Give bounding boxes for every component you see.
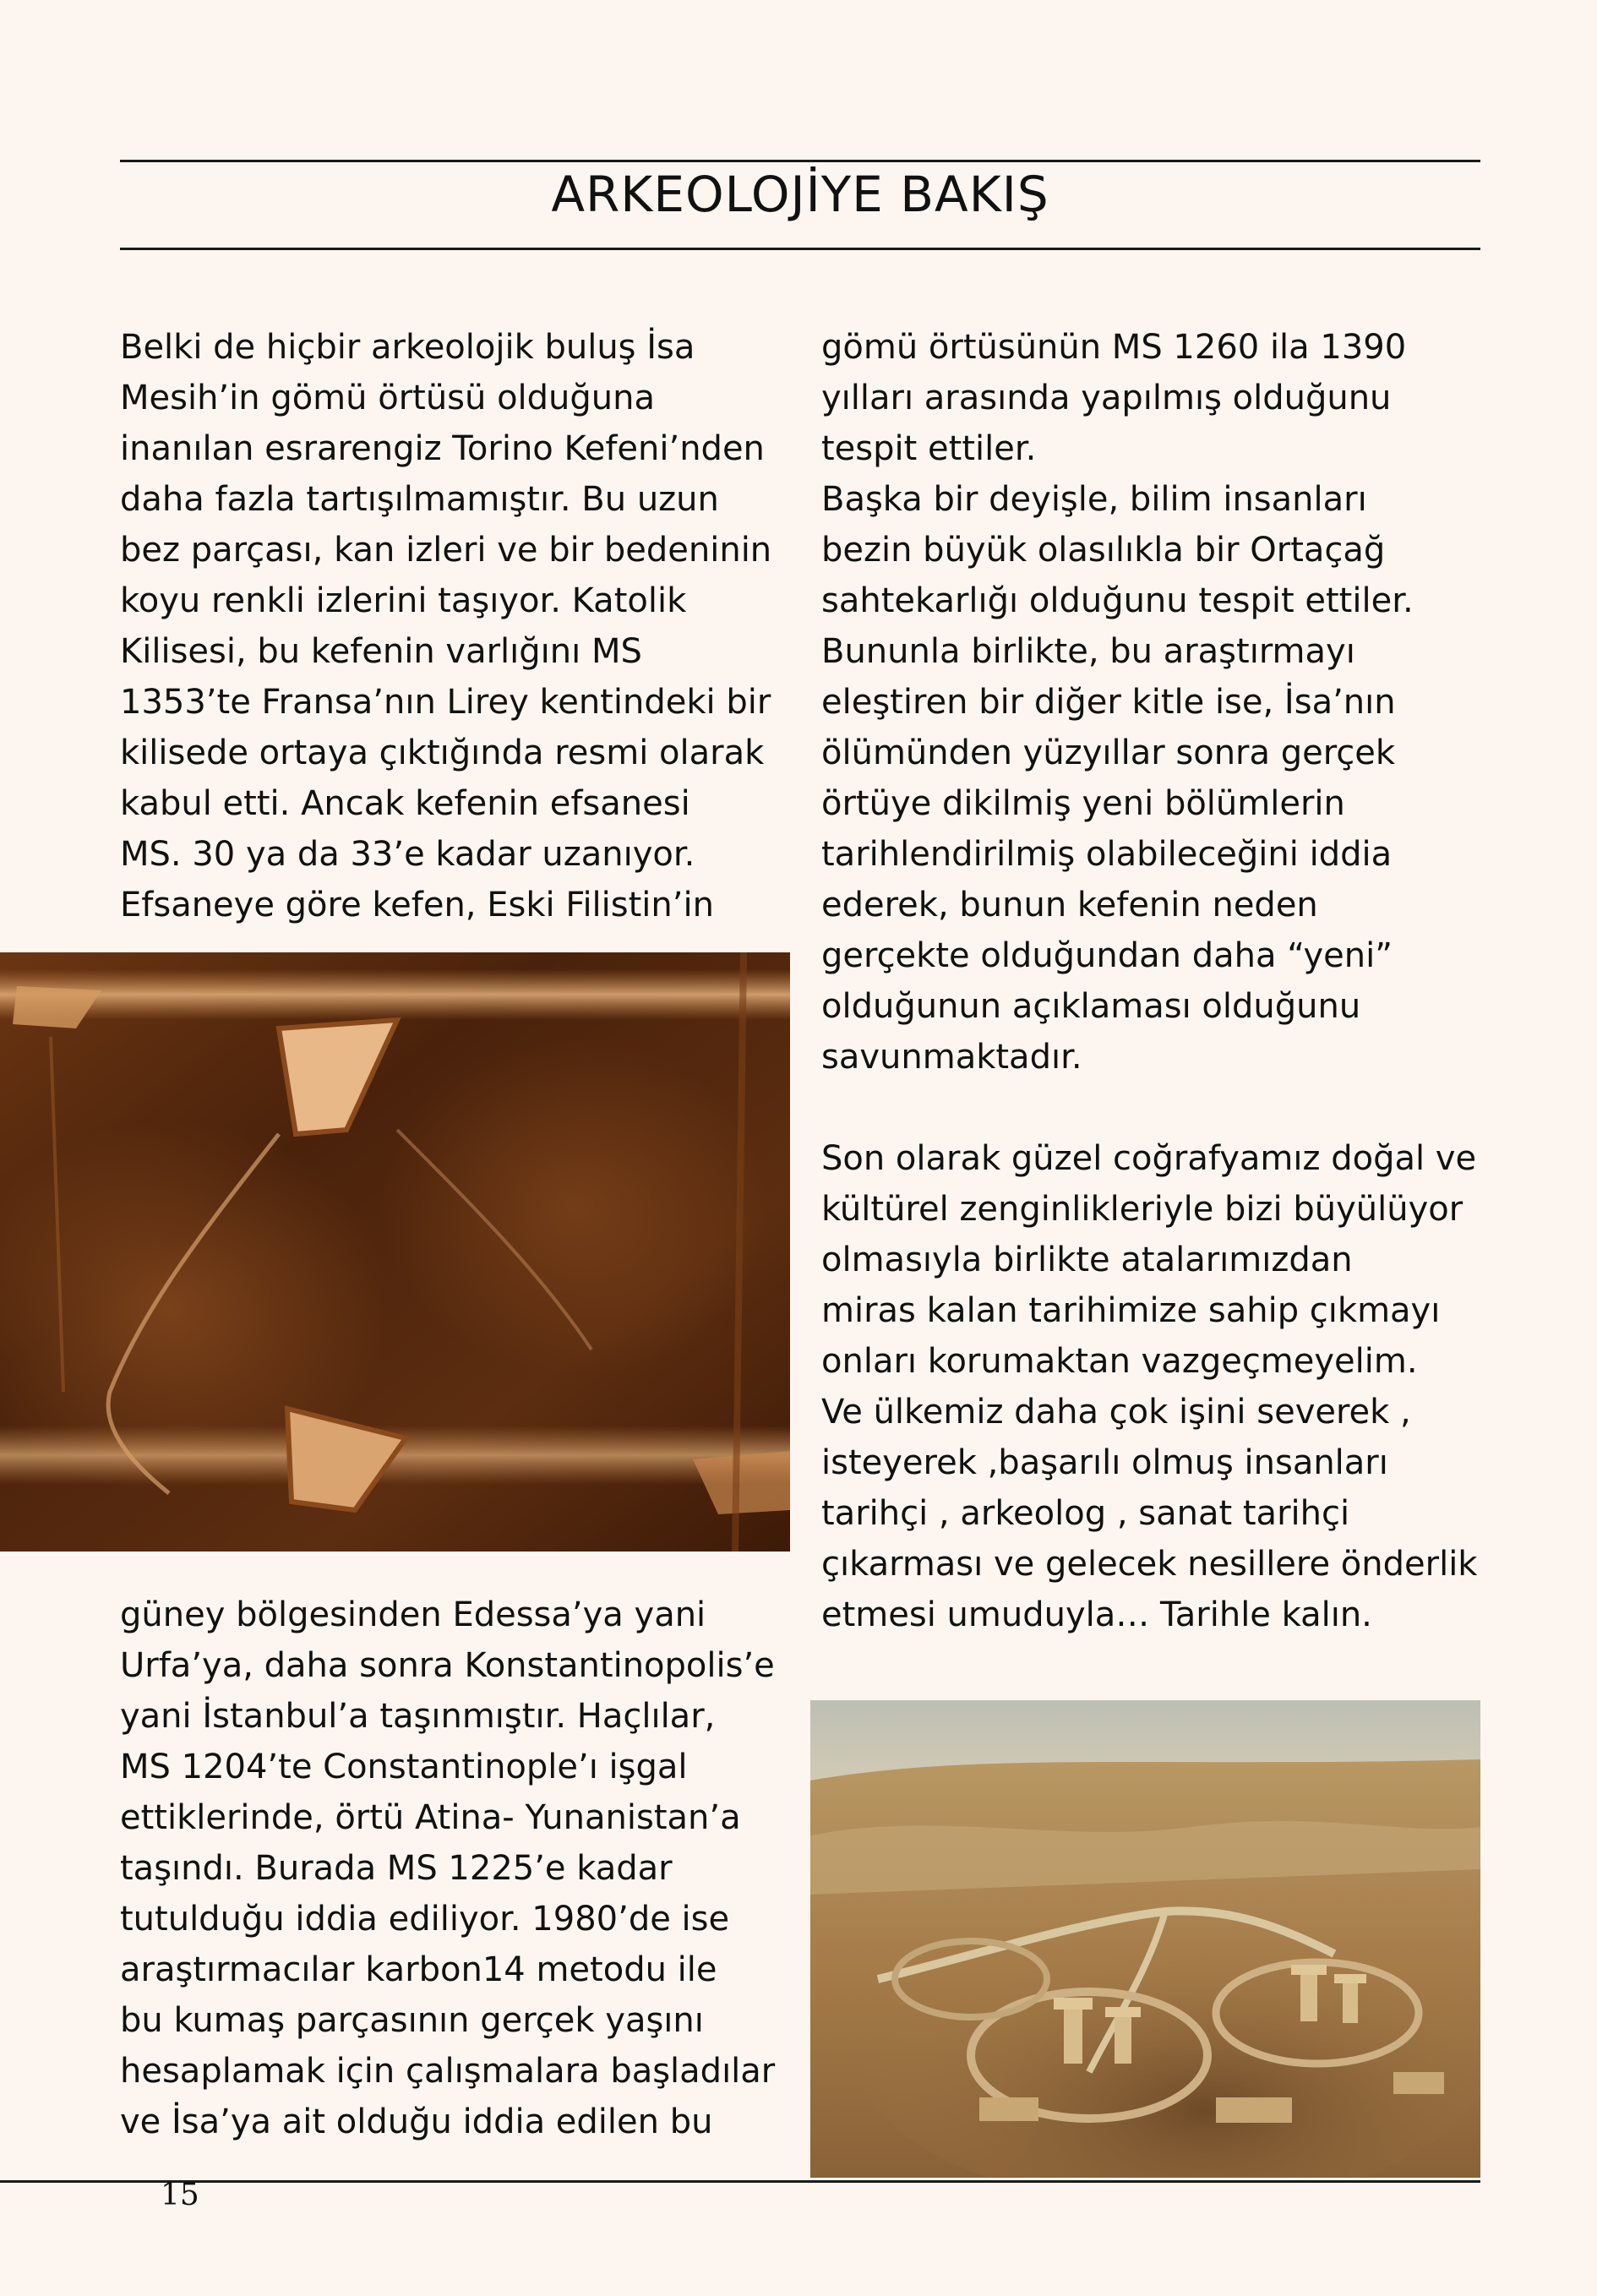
text-line: daha fazla tartışılmamıştır. Bu uzun	[120, 480, 719, 519]
left-column-top-text	[120, 322, 804, 930]
text-line: bu kumaş parçasının gerçek yaşını	[120, 2001, 704, 2040]
text-line: yılları arasında yapılmış olduğunu	[821, 379, 1392, 417]
text-line: miras kalan tarihimize sahip çıkmayı	[821, 1291, 1441, 1330]
shroud-image	[0, 952, 790, 1552]
text-line: onları korumaktan vazgeçmeyelim.	[821, 1342, 1418, 1381]
text-line: olmasıyla birlikte atalarımızdan	[821, 1241, 1353, 1279]
text-line: ve İsa’ya ait olduğu iddia edilen bu	[120, 2102, 713, 2141]
right-column-top-text	[821, 322, 1514, 1083]
text-line: Efsaneye göre kefen, Eski Filistin’in	[120, 886, 714, 924]
left-column-bottom-text	[120, 1590, 804, 2147]
text-line: koyu renkli izlerini taşıyor. Katolik	[120, 581, 687, 620]
text-line: yani İstanbul’a taşınmıştır. Haçlılar,	[120, 1697, 716, 1736]
page-number: 15	[161, 2178, 199, 2212]
text-line: çıkarması ve gelecek nesillere önderlik	[821, 1545, 1478, 1584]
text-line: bez parçası, kan izleri ve bir bedeninin	[120, 531, 772, 570]
text-line: ettiklerinde, örtü Atina- Yunanistan’a	[120, 1798, 741, 1837]
text-line: inanılan esrarengiz Torino Kefeni’nden	[120, 429, 765, 468]
text-line: hesaplamak için çalışmalara başladılar	[120, 2052, 776, 2091]
text-line: Kilisesi, bu kefenin varlığını MS	[120, 632, 642, 671]
excavation-site-image	[810, 1700, 1480, 2178]
text-line: güney bölgesinden Edessa’ya yani	[120, 1595, 706, 1634]
header-bottom-rule	[120, 248, 1480, 250]
text-line: etmesi umuduyla… Tarihle kalın.	[821, 1595, 1372, 1634]
text-line: gömü örtüsünün MS 1260 ila 1390	[821, 328, 1407, 367]
text-line: gerçekte olduğundan daha “yeni”	[821, 936, 1393, 975]
text-line: Başka bir deyişle, bilim insanları	[821, 480, 1367, 519]
text-line: sahtekarlığı olduğunu tespit ettiler.	[821, 581, 1414, 620]
text-line: Urfa’ya, daha sonra Konstantinopolis’e	[120, 1646, 775, 1685]
text-line: savunmaktadır.	[821, 1038, 1082, 1077]
footer-rule	[0, 2180, 1480, 2183]
text-line: Ve ülkemiz daha çok işini severek ,	[821, 1393, 1411, 1432]
text-line: Mesih’in gömü örtüsü olduğuna	[120, 379, 656, 417]
text-line: tarihlendirilmiş olabileceğini iddia	[821, 835, 1393, 874]
text-line: eleştiren bir diğer kitle ise, İsa’nın	[821, 683, 1396, 722]
text-line: tarihçi , arkeolog , sanat tarihçi	[821, 1494, 1350, 1533]
text-line: MS. 30 ya da 33’e kadar uzanıyor.	[120, 835, 695, 874]
text-line: 1353’te Fransa’nın Lirey kentindeki bir	[120, 683, 771, 722]
text-line: bezin büyük olasılıkla bir Ortaçağ	[821, 531, 1386, 570]
text-line: MS 1204’te Constantinople’ı işgal	[120, 1748, 688, 1786]
text-line: tutulduğu iddia ediliyor. 1980’de ise	[120, 1900, 730, 1939]
text-line: olduğunun açıklaması olduğunu	[821, 987, 1361, 1026]
page-title: ARKEOLOJİYE BAKIŞ	[551, 166, 1049, 223]
right-column-bottom-text	[821, 1133, 1514, 1640]
text-line: taşındı. Burada MS 1225’e kadar	[120, 1849, 673, 1888]
text-line: ölümünden yüzyıllar sonra gerçek	[821, 734, 1396, 772]
text-line: Son olarak güzel coğrafyamız doğal ve	[821, 1139, 1477, 1178]
text-line: araştırmacılar karbon14 metodu ile	[120, 1950, 717, 1989]
text-line: tespit ettiler.	[821, 429, 1037, 468]
text-line: kilisede ortaya çıktığında resmi olarak	[120, 734, 765, 772]
header-top-rule	[120, 160, 1480, 162]
text-line: Belki de hiçbir arkeolojik buluş İsa	[120, 328, 695, 367]
text-line: isteyerek ,başarılı olmuş insanları	[821, 1443, 1388, 1482]
text-line: kabul etti. Ancak kefenin efsanesi	[120, 784, 690, 823]
text-line: ederek, bunun kefenin neden	[821, 886, 1318, 924]
text-line: Bununla birlikte, bu araştırmayı	[821, 632, 1355, 671]
text-line: kültürel zenginlikleriyle bizi büyülüyor	[821, 1190, 1463, 1229]
text-line: örtüye dikilmiş yeni bölümlerin	[821, 784, 1345, 823]
